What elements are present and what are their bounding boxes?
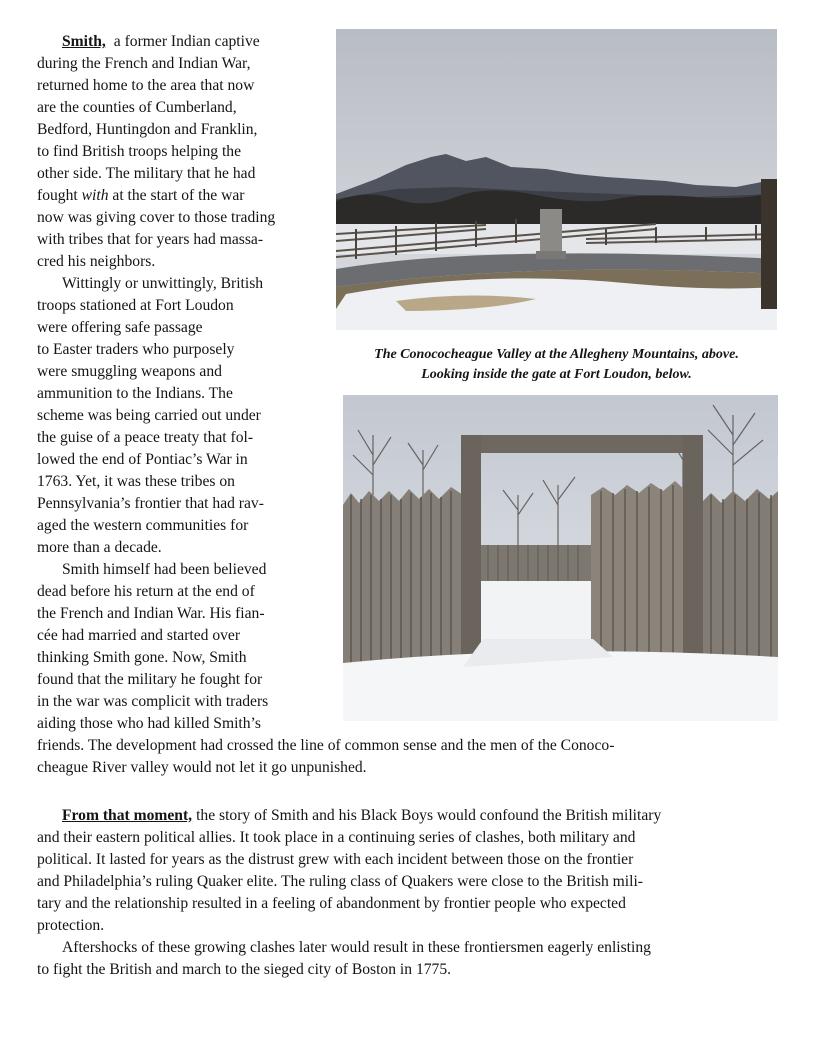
photo-valley-mountains (336, 29, 777, 330)
lead-word: Smith, (62, 33, 106, 50)
text-line: cred his neighbors. (37, 253, 156, 270)
text-line: dead before his return at the end of (37, 583, 255, 600)
text-line: the French and Indian War. His fian- (37, 605, 265, 622)
paragraph-lead: From that moment, (62, 807, 193, 824)
text-line: troops stationed at Fort Loudon (37, 297, 234, 314)
text-line: were smuggling weapons and (37, 363, 222, 380)
emphasis-word: with (81, 187, 109, 204)
caption-line-2: Looking inside the gate at Fort Loudon, below. (421, 367, 692, 382)
text-line: scheme was being carried out under (37, 407, 261, 424)
text-line: protection. (37, 917, 105, 934)
text-line: Smith, a former Indian captive (62, 33, 260, 50)
text-line: From that moment, the story of Smith and his Black Boys would confound the British military (62, 807, 662, 824)
text-line: cée had married and started over (37, 627, 241, 644)
text-line: thinking Smith gone. Now, Smith (37, 649, 247, 666)
text-line: Smith himself had been believed (62, 561, 267, 578)
text-line: 1763. Yet, it was these tribes on (37, 473, 235, 490)
caption-line-1: The Conococheague Valley at the Allegheny Mountains, above. (374, 347, 739, 362)
text-line: Pennsylvania’s frontier that had rav- (37, 495, 264, 512)
text-line: aiding those who had killed Smith’s (37, 715, 261, 732)
photo-caption (336, 345, 777, 385)
text-line: during the French and Indian War, (37, 55, 251, 72)
photo-fort-loudon-gate (343, 395, 778, 721)
text-line: in the war was complicit with traders (37, 693, 269, 710)
text-line: the guise of a peace treaty that fol- (37, 429, 254, 446)
text-line: cheague River valley would not let it go unpunished. (37, 759, 367, 776)
text-line: lowed the end of Pontiac’s War in (37, 451, 248, 468)
text-line: returned home to the area that now (37, 77, 255, 94)
text-line: to Easter traders who purposely (37, 341, 235, 358)
text-line: tary and the relationship resulted in a feeling of abandonment by frontier people who expected (37, 895, 626, 912)
text-line: ammunition to the Indians. The (37, 385, 233, 402)
text-line: Aftershocks of these growing clashes later would result in these frontiersmen eagerly enlisting (62, 939, 651, 956)
text-line: and their eastern political allies. It took place in a continuing series of clashes, both military and (37, 829, 636, 846)
text-line: fought with at the start of the war (37, 187, 245, 204)
text-line: friends. The development had crossed the line of common sense and the men of the Conoco- (37, 737, 615, 754)
text-line: and Philadelphia’s ruling Quaker elite. The ruling class of Quakers were close to the British mili- (37, 873, 643, 890)
text-line: Wittingly or unwittingly, British (62, 275, 264, 292)
text-line: more than a decade. (37, 539, 162, 556)
text-line: were offering safe passage (37, 319, 203, 336)
text-line: found that the military he fought for (37, 671, 263, 688)
text-line: other side. The military that he had (37, 165, 256, 182)
text-line: political. It lasted for years as the distrust grew with each incident between those on the frontier (37, 851, 634, 868)
text-line: now was giving cover to those trading (37, 209, 276, 226)
text-line: are the counties of Cumberland, (37, 99, 237, 116)
text-line: to fight the British and march to the sieged city of Boston in 1775. (37, 961, 452, 978)
text-line: to find British troops helping the (37, 143, 242, 160)
text-line: Bedford, Huntingdon and Franklin, (37, 121, 258, 138)
text-line: with tribes that for years had massa- (37, 231, 264, 248)
text-line: aged the western communities for (37, 517, 249, 534)
